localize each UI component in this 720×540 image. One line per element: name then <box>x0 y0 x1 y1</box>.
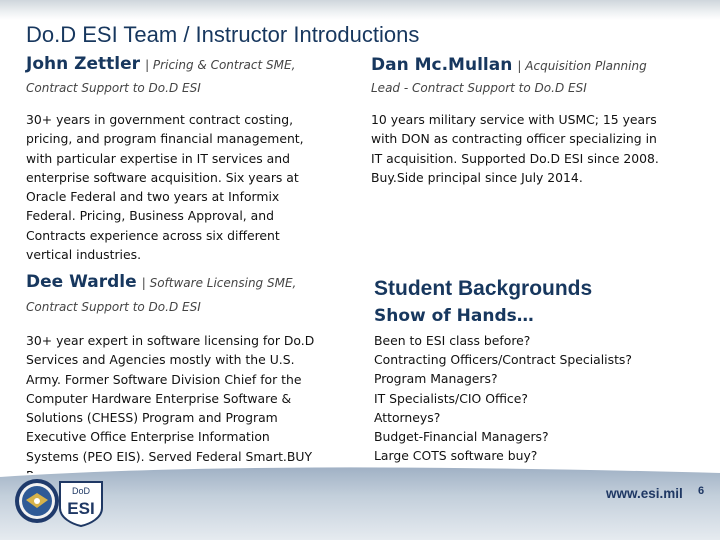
bio-line: vertical industries. <box>26 247 142 263</box>
question-item: Been to ESI class before? <box>374 333 531 348</box>
person-bio-dan-mcmullan <box>371 110 659 187</box>
esi-logo-main-text: ESI <box>67 499 95 518</box>
question-item: Program Managers? <box>374 371 498 387</box>
person-subrole: Contract Support to Do.D ESI <box>26 300 201 314</box>
bio-line: Federal. Pricing, Business Approval, and <box>26 208 274 224</box>
bio-line: IT acquisition. Supported Do.D ESI since 2008. <box>371 150 659 166</box>
bio-line: 30+ years in government contract costing, <box>26 112 294 127</box>
question-item: Large COTS software buy? <box>374 448 538 464</box>
top-gradient-bar <box>0 0 720 20</box>
bio-line: Solutions (CHESS) Program and Program <box>26 410 278 426</box>
person-name: John Zettler <box>26 54 140 74</box>
bio-line: enterprise software acquisition. Six years at <box>26 169 299 185</box>
question-item: Attorneys? <box>374 409 441 425</box>
bio-line: Executive Office Enterprise Information <box>26 429 270 445</box>
esi-logo-icon <box>56 478 106 528</box>
bio-line: 10 years military service with USMC; 15 years <box>371 112 657 127</box>
bio-line: Computer Hardware Enterprise Software & <box>26 390 292 406</box>
question-item: Budget-Financial Managers? <box>374 429 549 445</box>
show-of-hands-subheading: Show of Hands… <box>374 306 534 326</box>
slide-title: Do.D ESI Team / Instructor Introductions <box>26 22 420 47</box>
bio-line: Oracle Federal and two years at Informix <box>26 189 280 205</box>
bio-line: Buy.Side principal since July 2014. <box>371 169 583 185</box>
page-number: 6 <box>698 485 705 497</box>
person-role: | Software Licensing SME, <box>141 276 297 290</box>
person-role: | Acquisition Planning <box>517 59 647 73</box>
person-subrole: Lead - Contract Support to Do.D ESI <box>371 81 587 95</box>
person-name: Dan Mc.Mullan <box>371 55 513 75</box>
person-subrole: Contract Support to Do.D ESI <box>26 81 201 95</box>
bio-line: 30+ year expert in software licensing for Do.D <box>26 333 315 348</box>
person-header-dee-wardle <box>26 272 296 292</box>
person-header-dan-mcmullan <box>371 55 647 75</box>
student-backgrounds-heading: Student Backgrounds <box>374 277 593 300</box>
bio-line: pricing, and program financial management, <box>26 131 304 147</box>
student-questions-list <box>374 331 632 465</box>
dod-seal-icon <box>14 478 60 524</box>
person-header-john-zettler <box>26 54 295 74</box>
bio-line: with particular expertise in IT services and <box>26 150 290 166</box>
question-item: IT Specialists/CIO Office? <box>374 390 528 406</box>
bio-line: Systems (PEO EIS). Served Federal Smart.BUY <box>26 448 313 464</box>
footer-swoosh <box>0 462 720 540</box>
footer-url-link[interactable]: www.esi.mil <box>606 486 683 501</box>
person-name: Dee Wardle <box>26 272 137 292</box>
question-item: Contracting Officers/Contract Specialists? <box>374 352 632 368</box>
bio-line: with DON as contracting officer specializing in <box>371 131 657 147</box>
esi-logo-top-text: DoD <box>71 486 91 496</box>
bio-line: Army. Former Software Division Chief for the <box>26 371 302 387</box>
bio-line: Services and Agencies mostly with the U.S. <box>26 352 295 368</box>
person-bio-john-zettler <box>26 110 304 264</box>
bio-line: Contracts experience across six different <box>26 227 280 243</box>
person-role: | Pricing & Contract SME, <box>145 58 296 72</box>
